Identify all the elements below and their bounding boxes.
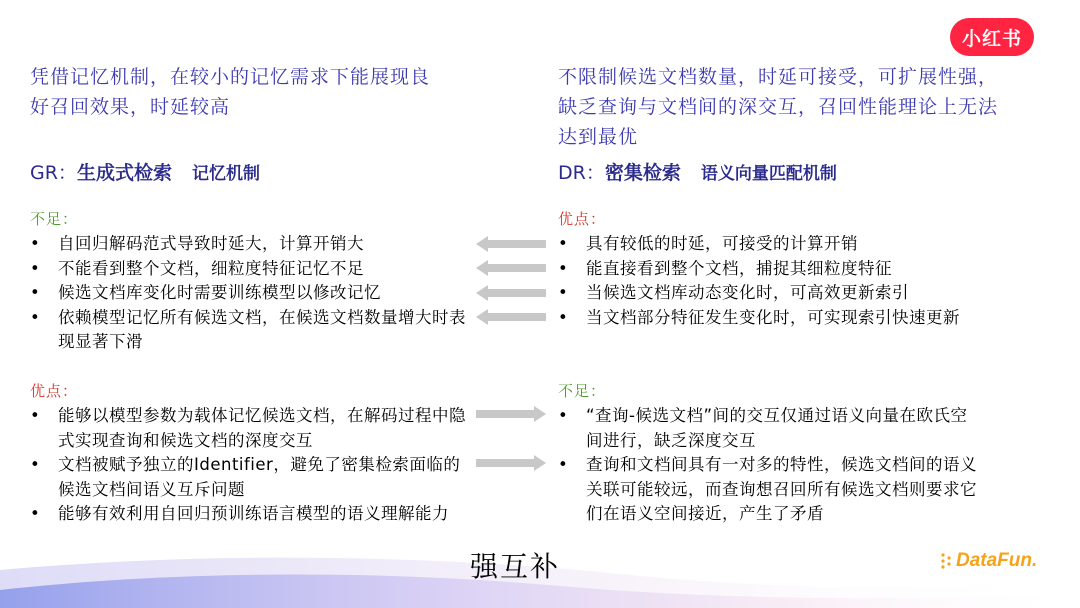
- list-item: • 能够以模型参数为载体记忆候选文档，在解码过程中隐式实现查询和候选文档的深度交互: [30, 404, 470, 453]
- list-item: • 候选文档库变化时需要训练模型以修改记忆: [30, 281, 470, 306]
- gr-cons-list: [30, 232, 470, 355]
- list-item: • 能直接看到整个文档，捕捉其细粒度特征: [558, 257, 978, 282]
- list-item: • 具有较低的时延，可接受的计算开销: [558, 232, 978, 257]
- datafun-dots-icon: [940, 552, 954, 570]
- list-item: • 查询和文档间具有一对多的特性，候选文档间的语义关联可能较远，而查询想召回所有候选文档则要求它们在语义空间接近，产生了矛盾: [558, 453, 978, 527]
- dr-pros-list: [558, 232, 978, 330]
- arrow-right-icon: [476, 455, 546, 471]
- gr-heading-abbr: GR：: [30, 162, 77, 184]
- arrow-left-icon: [476, 285, 546, 301]
- list-item: • 不能看到整个文档，细粒度特征记忆不足: [30, 257, 470, 282]
- arrow-right-icon: [476, 406, 546, 422]
- gr-heading-main: 生成式检索: [76, 162, 172, 184]
- arrow-left-icon: [476, 309, 546, 325]
- gr-heading: [30, 158, 260, 185]
- list-item: • 当候选文档库动态变化时，可高效更新索引: [558, 281, 978, 306]
- dr-summary: 不限制候选文档数量，时延可接受，可扩展性强，缺乏查询与文档间的深交互，召回性能理论上无法达到最优: [558, 66, 999, 148]
- conclusion-text: 强互补: [470, 550, 561, 583]
- dr-heading-main: 密集检索: [604, 162, 681, 184]
- dr-heading-abbr: DR：: [558, 162, 605, 184]
- gr-summary: 凭借记忆机制，在较小的记忆需求下能展现良好召回效果，时延较高: [30, 66, 431, 118]
- arrow-left-icon: [476, 236, 546, 252]
- gr-pros-list: [30, 404, 470, 527]
- xiaohongshu-logo: [950, 18, 1034, 56]
- dr-heading: [558, 158, 837, 185]
- gr-heading-sub: 记忆机制: [191, 164, 260, 184]
- list-item: • 能够有效利用自回归预训练语言模型的语义理解能力: [30, 502, 470, 527]
- dr-pros-label: 优点：: [558, 210, 607, 228]
- logo-text: 小红书: [961, 27, 1022, 50]
- arrow-left-icon: [476, 260, 546, 276]
- list-item: • “查询-候选文档”间的交互仅通过语义向量在欧氏空间进行，缺乏深度交互: [558, 404, 978, 453]
- dr-cons-label: 不足：: [558, 382, 607, 400]
- brand-text: DataFun.: [956, 550, 1038, 571]
- list-item: • 自回归解码范式导致时延大，计算开销大: [30, 232, 470, 257]
- list-item: • 依赖模型记忆所有候选文档，在候选文档数量增大时表现显著下滑: [30, 306, 470, 355]
- list-item: • 文档被赋予独立的Identifier，避免了密集检索面临的候选文档间语义互斥问题: [30, 453, 470, 502]
- dr-heading-sub: 语义向量匹配机制: [700, 164, 837, 184]
- gr-cons-label: 不足：: [30, 210, 79, 228]
- gr-pros-label: 优点：: [30, 382, 79, 400]
- list-item: • 当文档部分特征发生变化时，可实现索引快速更新: [558, 306, 978, 331]
- dr-cons-list: [558, 404, 978, 527]
- datafun-logo: [940, 550, 1037, 572]
